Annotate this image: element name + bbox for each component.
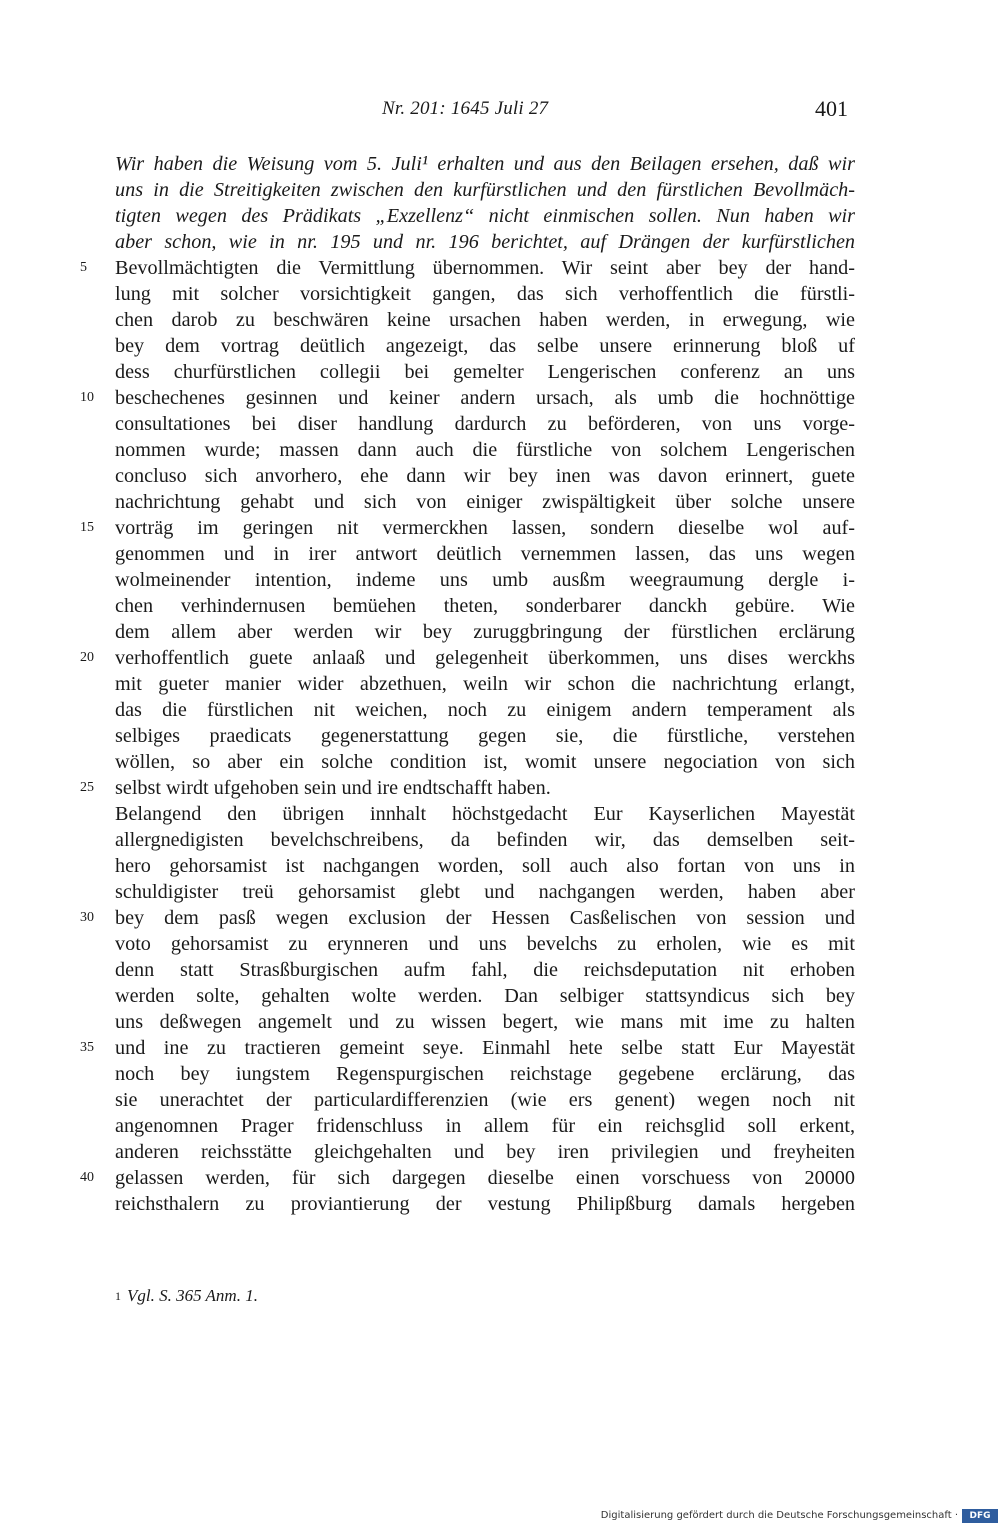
- text-line: anderen reichsstätte gleichgehalten und bey iren privilegien und freyheiten: [115, 1141, 855, 1163]
- text-line: bey dem vortrag deütlich angezeigt, das selbe unsere erinnerung bloß uf: [115, 335, 855, 357]
- text-line: mit gueter manier wider abzethuen, weiln wir schon die nachrichtung erlangt,: [115, 673, 855, 695]
- funding-credit-bar: [0, 1509, 1000, 1525]
- line-number: 40: [80, 1170, 94, 1185]
- footnote-text: Vgl. S. 365 Anm. 1.: [127, 1286, 258, 1305]
- text-line: uns deßwegen angemelt und zu wissen begert, wie mans mit ime zu halten: [115, 1011, 855, 1033]
- footnote-mark: 1: [115, 1289, 121, 1303]
- text-line: denn statt Strasßburgischen aufm fahl, die reichsdeputation nit erhoben: [115, 959, 855, 981]
- text-line: angenomnen Prager fridenschluss in allem für ein reichsglid soll erkent,: [115, 1115, 855, 1137]
- text-line: tigten wegen des Prädikats „Exzellenz“ nicht einmischen sollen. Nun haben wir: [115, 205, 855, 227]
- text-line: consultationes bei diser handlung dardurch zu beförderen, von uns vorge-: [115, 413, 855, 435]
- text-line: vorträg im geringen nit vermerckhen lassen, sondern dieselbe wol auf-: [115, 517, 855, 539]
- text-line: dess churfürstlichen collegii bei gemelter Lengerischen conferenz an uns: [115, 361, 855, 383]
- text-line: wöllen, so aber ein solche condition ist, womit unsere negociation von sich: [115, 751, 855, 773]
- text-line: das die fürstlichen nit weichen, noch zu einigem andern temperament als: [115, 699, 855, 721]
- text-line: selbiges praedicats gegenerstattung gegen sie, die fürstliche, verstehen: [115, 725, 855, 747]
- text-line: Wir haben die Weisung vom 5. Juli¹ erhalten und aus den Beilagen ersehen, daß wir: [115, 153, 855, 175]
- text-line: nachrichtung gehabt und sich von einiger zwispältigkeit über solche unsere: [115, 491, 855, 513]
- line-number: 20: [80, 650, 94, 665]
- running-head: Nr. 201: 1645 Juli 27: [382, 98, 549, 119]
- text-line: verhoffentlich guete anlaaß und gelegenheit überkommen, uns dises werckhs: [115, 647, 855, 669]
- text-line: wolmeinender intention, indeme uns umb ausßm weegraumung dergle i-: [115, 569, 855, 591]
- text-line: voto gehorsamist zu erynneren und uns bevelchs zu erholen, wie es mit: [115, 933, 855, 955]
- text-line: concluso sich anvorhero, ehe dann wir bey inen was davon erinnert, guete: [115, 465, 855, 487]
- text-line: uns in die Streitigkeiten zwischen den kurfürstlichen und den fürstlichen Bevollmäch-: [115, 179, 855, 201]
- text-line: nommen wurde; massen dann auch die fürstliche von solchem Lengerischen: [115, 439, 855, 461]
- line-number: 10: [80, 390, 94, 405]
- text-line: bey dem pasß wegen exclusion der Hessen Casßelischen von session und: [115, 907, 855, 929]
- line-number: 15: [80, 520, 94, 535]
- text-line: schuldigister treü gehorsamist glebt und nachgangen werden, haben aber: [115, 881, 855, 903]
- line-number: 25: [80, 780, 94, 795]
- text-line: sie unerachtet der particulardifferenzien (wie ers genent) wegen noch nit: [115, 1089, 855, 1111]
- text-line: hero gehorsamist ist nachgangen worden, soll auch also fortan von uns in: [115, 855, 855, 877]
- dfg-logo-icon: DFG: [962, 1509, 998, 1523]
- text-line: aber schon, wie in nr. 195 und nr. 196 berichtet, auf Drängen der kurfürstlichen: [115, 231, 855, 253]
- text-line: lung mit solcher vorsichtigkeit gangen, das sich verhoffentlich die fürstli-: [115, 283, 855, 305]
- line-number: 35: [80, 1040, 94, 1055]
- text-line: Belangend den übrigen innhalt höchstgedacht Eur Kayserlichen Mayestät: [115, 803, 855, 825]
- funding-credit-text: Digitalisierung gefördert durch die Deutsche Forschungsgemeinschaft ·: [600, 1510, 958, 1521]
- text-line: beschechenes gesinnen und keiner andern ursach, als umb die hochnöttige: [115, 387, 855, 409]
- text-line: Bevollmächtigten die Vermittlung übernommen. Wir seint aber bey der hand-: [115, 257, 855, 279]
- text-line: genommen und in irer antwort deütlich vernemmen lassen, das uns wegen: [115, 543, 855, 565]
- text-line: chen verhindernusen bemüehen theten, sonderbarer danckh gebüre. Wie: [115, 595, 855, 617]
- text-line: gelassen werden, für sich dargegen dieselbe einen vorschuess von 20000: [115, 1167, 855, 1189]
- text-line: noch bey iungstem Regenspurgischen reichstage gegebene erclärung, das: [115, 1063, 855, 1085]
- line-number: 30: [80, 910, 94, 925]
- text-line: und ine zu tractieren gemeint seye. Einmahl hete selbe statt Eur Mayestät: [115, 1037, 855, 1059]
- page-number: 401: [815, 96, 848, 121]
- text-line: chen darob zu beschwären keine ursachen haben werden, in erwegung, wie: [115, 309, 855, 331]
- footnote: [115, 1285, 258, 1307]
- text-line: werden solte, gehalten wolte werden. Dan selbiger stattsyndicus sich bey: [115, 985, 855, 1007]
- text-line: allergnedigisten bevelchschreibens, da befinden wir, das demselben seit-: [115, 829, 855, 851]
- text-line: selbst wirdt ufgehoben sein und ire endtschafft haben.: [115, 777, 551, 799]
- text-line: dem allem aber werden wir bey zuruggbringung der fürstlichen erclärung: [115, 621, 855, 643]
- text-line: reichsthalern zu proviantierung der vestung Philipßburg damals hergeben: [115, 1193, 855, 1215]
- line-number: 5: [80, 260, 87, 275]
